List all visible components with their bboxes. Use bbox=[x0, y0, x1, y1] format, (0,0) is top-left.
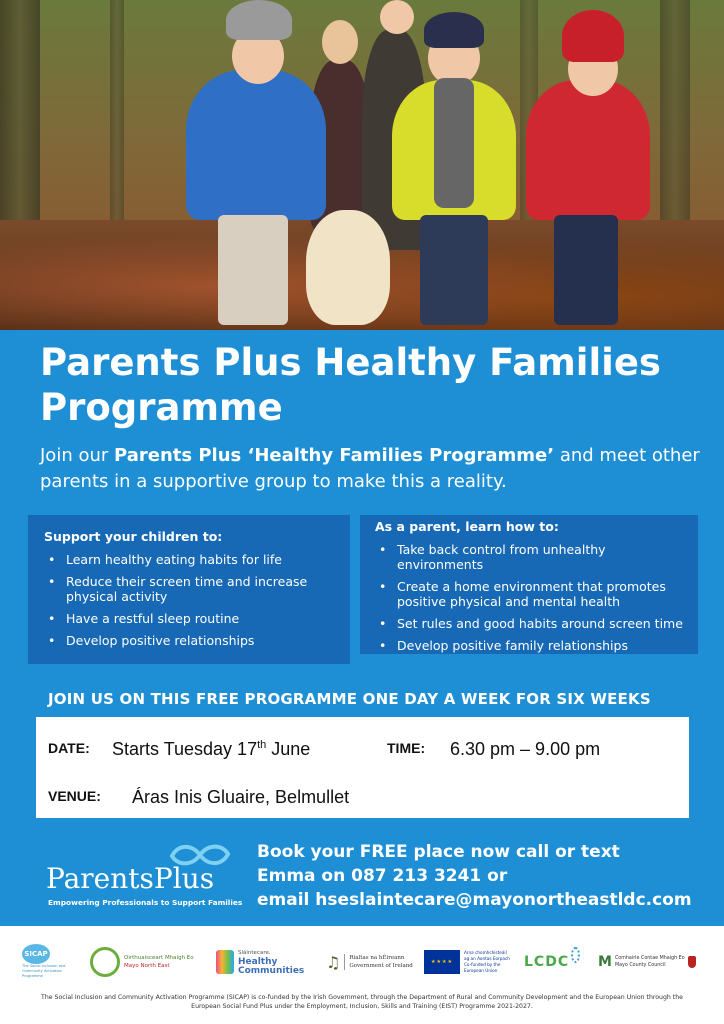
mayo-ne-swirl-icon bbox=[90, 947, 120, 977]
list-item: • Take back control from unhealthy environments bbox=[375, 542, 690, 572]
eu-flag-icon: ★★★★ bbox=[424, 950, 460, 974]
red-knit-hat bbox=[562, 10, 624, 62]
list-item: • Set rules and good habits around screen time bbox=[375, 616, 690, 631]
booking-line-1: Book your FREE place now call or text bbox=[257, 842, 620, 862]
children-box-heading: Support your children to: bbox=[44, 529, 223, 544]
govt-text: Government of Ireland bbox=[349, 963, 413, 969]
children-list bbox=[44, 552, 342, 648]
mayo-north-east-logo bbox=[90, 944, 202, 980]
family-walking-photo bbox=[0, 0, 724, 330]
venue-value: Áras Inis Gluaire, Belmullet bbox=[132, 787, 350, 807]
date-month: June bbox=[266, 739, 311, 759]
date-label: DATE: bbox=[48, 740, 90, 756]
list-item: • Create a home environment that promotes positive physical and mental health bbox=[375, 579, 690, 609]
parents-plus-tagline: Empowering Professionals to Support Families bbox=[48, 898, 243, 907]
mayo-ne-irish: Oirthuaisceart Mhaigh Eo bbox=[124, 955, 194, 961]
booking-line-2: Emma on 087 213 3241 or bbox=[257, 866, 508, 886]
mayo-cc-name: Mayo County Council bbox=[614, 963, 666, 968]
parent-box-heading: As a parent, learn how to: bbox=[375, 519, 559, 534]
crest-icon bbox=[688, 956, 696, 968]
boy-jeans bbox=[420, 215, 488, 325]
intro-prefix: Join our bbox=[40, 445, 114, 466]
list-item: • Have a restful sleep routine bbox=[44, 611, 342, 626]
parent-list bbox=[375, 542, 690, 653]
funding-statement: The Social Inclusion and Community Activation Programme (SICAP) is co-funded by the Irish Government, through the Department of Rural and Community Development and the European Union through the European Social Fund Plus under the Employment, Inclusion, Skills and Training (EIST) Programme 2021-2027. bbox=[41, 994, 683, 1010]
programme-details bbox=[36, 717, 689, 818]
lcdc-logo bbox=[524, 944, 580, 980]
girl-blue-jacket bbox=[186, 70, 326, 220]
intro-text bbox=[40, 443, 700, 495]
list-item: • Develop positive family relationships bbox=[375, 638, 690, 653]
list-item: • Develop positive relationships bbox=[44, 633, 342, 648]
slaintecare-text: Sláintecare. bbox=[238, 949, 271, 956]
lcdc-text: LCDC bbox=[524, 954, 570, 970]
mayo-cc-irish: Comhairle Contae Mhaigh Eo bbox=[614, 956, 685, 961]
date-ordinal: th bbox=[257, 739, 267, 751]
mayo-m-icon: M bbox=[598, 954, 612, 970]
lcdc-burst-icon bbox=[571, 947, 580, 963]
girl-red-trousers bbox=[554, 215, 618, 325]
booking-info bbox=[257, 840, 707, 912]
parents-plus-logo bbox=[44, 842, 244, 912]
father-head bbox=[380, 0, 414, 34]
communities-text: Communities bbox=[238, 965, 305, 976]
children-support-box bbox=[28, 515, 350, 664]
page-title: Parents Plus Healthy Families Programme bbox=[40, 341, 661, 429]
eu-text: Co-funded by the European Union bbox=[464, 962, 501, 973]
healthy-communities-icon bbox=[216, 950, 234, 974]
list-item: • Learn healthy eating habits for life bbox=[44, 552, 342, 567]
navy-knit-hat bbox=[424, 12, 484, 48]
eu-cofunded-logo bbox=[424, 944, 514, 980]
sicap-sub: The Social Inclusion and Community Activation Programme bbox=[22, 964, 66, 978]
girl-trousers bbox=[218, 215, 288, 325]
rialtas-text: Rialtas na hÉireann bbox=[349, 955, 405, 961]
grey-scarf bbox=[434, 78, 474, 208]
mayo-county-council-logo bbox=[598, 944, 710, 980]
parent-learn-box bbox=[360, 515, 698, 654]
sicap-badge: SICAP bbox=[22, 944, 50, 964]
date-value bbox=[112, 739, 310, 760]
healthy-text: Healthy bbox=[238, 956, 278, 967]
venue-label: VENUE: bbox=[48, 788, 101, 804]
intro-suffix: and meet other parents in a supportive group to make this a reality. bbox=[40, 445, 700, 492]
girl-red-coat bbox=[526, 80, 650, 220]
grey-knit-hat bbox=[226, 0, 292, 40]
harp-icon: ♫ bbox=[326, 952, 341, 972]
date-value-main: Starts Tuesday 17 bbox=[112, 739, 258, 759]
mayo-ne-name: Mayo North East bbox=[124, 963, 170, 969]
booking-email[interactable]: email hseslaintecare@mayonortheastldc.com bbox=[257, 890, 692, 910]
sicap-logo bbox=[22, 944, 84, 980]
mother-head bbox=[322, 20, 358, 64]
time-label: TIME: bbox=[387, 740, 426, 756]
join-banner: JOIN US ON THIS FREE PROGRAMME ONE DAY A WEEK FOR SIX WEEKS bbox=[48, 690, 651, 708]
government-ireland-logo bbox=[326, 944, 416, 980]
eu-irish-text: Arna chomhchisteáil ag an Aontas Eorpach bbox=[464, 950, 510, 961]
intro-bold: Parents Plus ‘Healthy Families Programme’ bbox=[114, 445, 555, 466]
list-item: • Reduce their screen time and increase physical activity bbox=[44, 574, 342, 604]
parents-plus-wordmark: ParentsPlus bbox=[46, 862, 215, 895]
healthy-communities-logo bbox=[216, 944, 314, 980]
time-value: 6.30 pm – 9.00 pm bbox=[450, 739, 601, 759]
golden-retriever-dog bbox=[306, 210, 390, 325]
